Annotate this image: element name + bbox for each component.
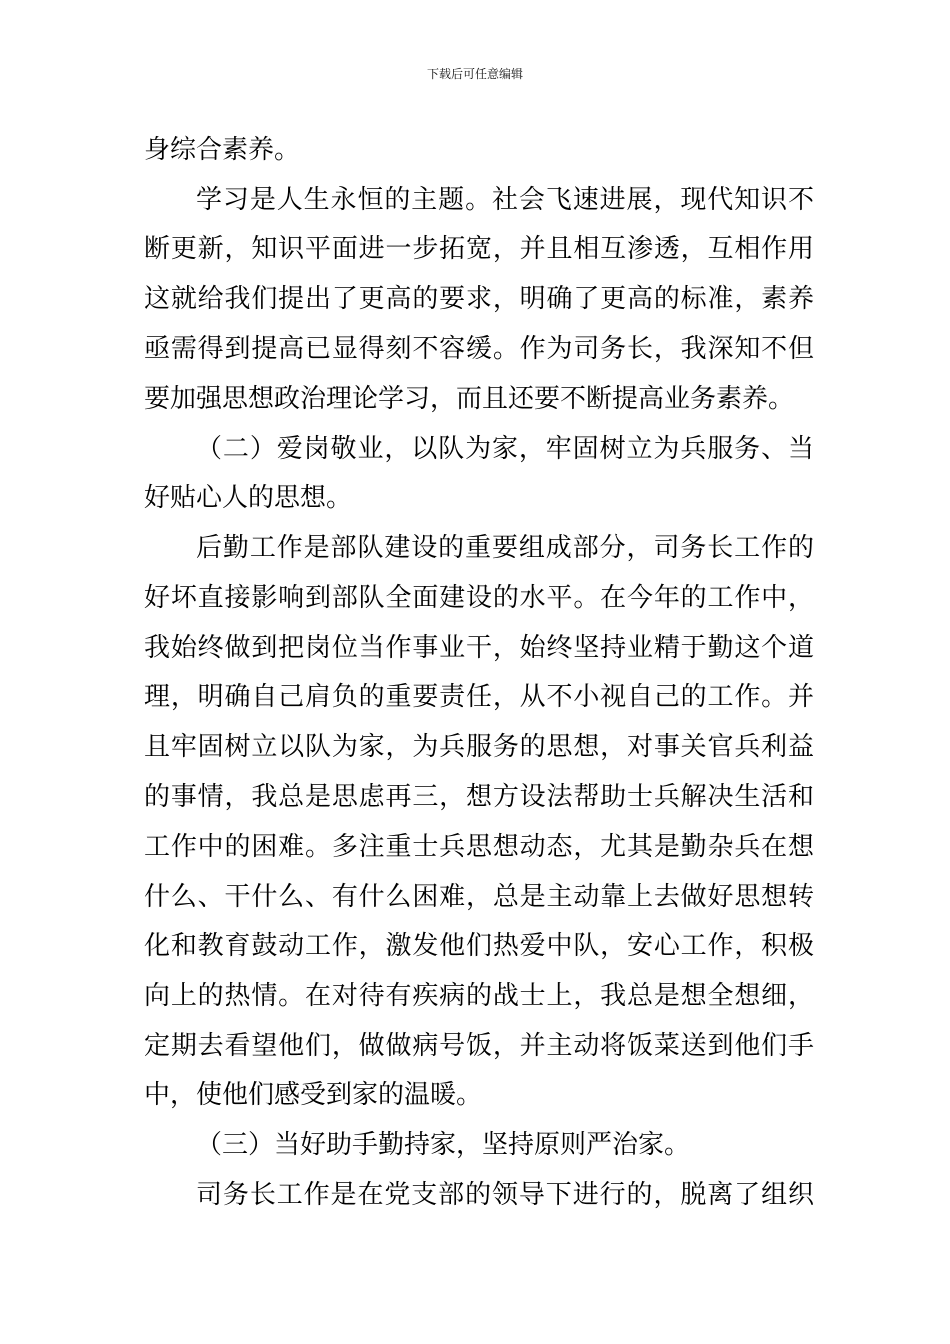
text-line: 断更新，知识平面进一步拓宽，并且相互渗透，互相作用 bbox=[144, 234, 814, 264]
text-line: 的事情，我总是思虑再三，想方设法帮助士兵解决生活和 bbox=[144, 782, 814, 812]
text-line: 化和教育鼓动工作，激发他们热爱中队，安心工作，积极 bbox=[144, 931, 814, 961]
page-header: 下载后可任意编辑 bbox=[426, 67, 523, 81]
section-heading: （三）当好助手勤持家，坚持原则严治家。 bbox=[196, 1130, 691, 1160]
text-line: 什么、干什么、有什么困难，总是主动靠上去做好思想转 bbox=[144, 882, 814, 912]
text-line: 司务长工作是在党支部的领导下进行的，脱离了组织 bbox=[196, 1180, 814, 1210]
text-line: 后勤工作是部队建设的重要组成部分，司务长工作的 bbox=[196, 533, 814, 563]
text-line: 工作中的困难。多注重士兵思想动态，尤其是勤杂兵在想 bbox=[144, 832, 814, 862]
text-line: 我始终做到把岗位当作事业干，始终坚持业精于勤这个道 bbox=[144, 633, 814, 663]
text-line: 向上的热情。在对待有疾病的战士上，我总是想全想细， bbox=[144, 981, 814, 1011]
text-line: 中，使他们感受到家的温暖。 bbox=[144, 1080, 483, 1110]
text-line: 好坏直接影响到部队全面建设的水平。在今年的工作中， bbox=[144, 583, 814, 613]
text-line: 这就给我们提出了更高的要求，明确了更高的标准，素养 bbox=[144, 284, 814, 314]
section-heading: （二）爱岗敬业，以队为家，牢固树立为兵服务、当 bbox=[196, 434, 814, 464]
text-line: 要加强思想政治理论学习，而且还要不断提高业务素养。 bbox=[144, 384, 795, 414]
text-line: 亟需得到提高已显得刻不容缓。作为司务长，我深知不但 bbox=[144, 334, 814, 364]
text-line: 学习是人生永恒的主题。社会飞速进展，现代知识不 bbox=[196, 185, 814, 215]
text-line: 理，明确自己肩负的重要责任，从不小视自己的工作。并 bbox=[144, 682, 814, 712]
text-line: 定期去看望他们，做做病号饭，并主动将饭菜送到他们手 bbox=[144, 1031, 814, 1061]
section-heading: 好贴心人的思想。 bbox=[144, 483, 353, 513]
text-line: 身综合素养。 bbox=[144, 135, 301, 165]
text-line: 且牢固树立以队为家，为兵服务的思想，对事关官兵利益 bbox=[144, 732, 814, 762]
